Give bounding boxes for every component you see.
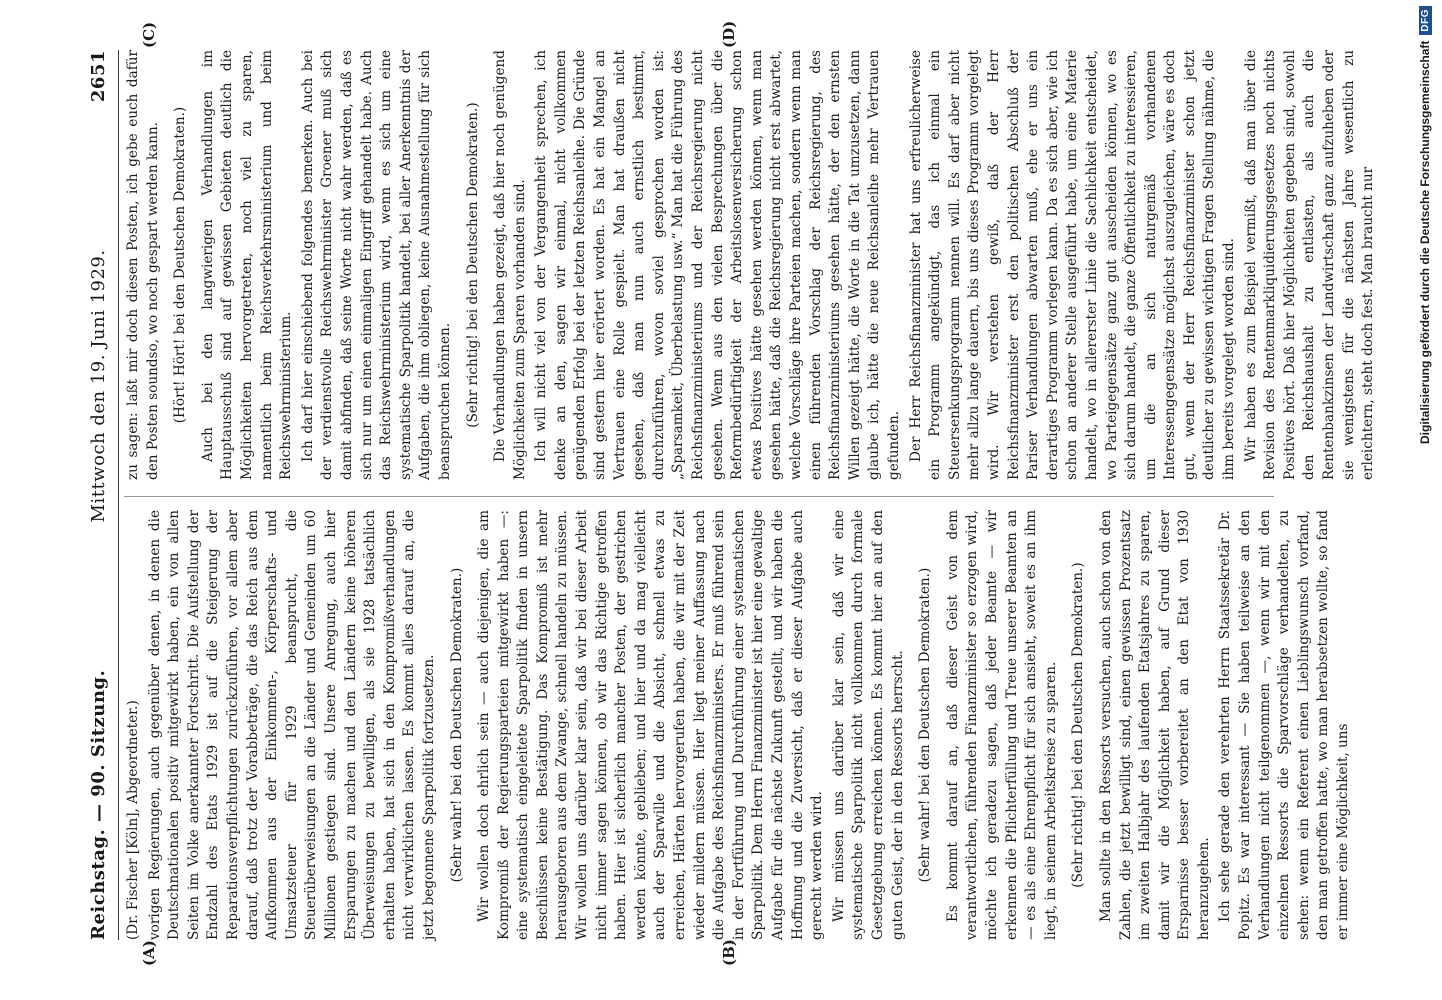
paragraph: Ich will nicht viel von der Vergangenheit sprechen, ich denke an den, sagen wir einmal, nicht vollkommen genügenden Erfolg bei der letzten Reichsanleihe. Die Gründe sind gestern hier erörtert worden. Es hat ein Mangel an Vertrauen eine Rolle gespielt. Man hat draußen nicht gesehen, daß man nun auch ernstlich bestimmt, durchzuführen, wovon soviel gesprochen worden ist: „Sparsamkeit, Überbelastung usw.“ Man hat die Führung des Reichsfinanzministeriums und der Reichsregierung nicht gesehen. Wenn aus den vielen Besprechungen über die Reformbedürftigkeit der Arbeitslosenversicherung schon etwas Positives hätte gesehen werden können, wenn man gesehen hätte, daß die Reichsregierung nicht erst abwartet, welche Vorschläge ihre Parteien machen, sondern wenn man einen führenden Vorschlag der Reichsregierung, des Reichsfinanzministeriums gesehen hätte, der den ernsten Willen gezeigt hätte, die Worte in die Tat umzusetzen, dann glaube ich, hätte die neue Reichsanleihe mehr Vertrauen gefunden. — [533, 50, 902, 480]
paragraph: Wir müssen uns darüber klar sein, daß wir eine systematische Sparpolitik nicht vollkommen durch formale Gesetzgebung erreichen können. Es kommt hier an auf den guten Geist, der in den Ressorts herrscht. — [830, 510, 906, 940]
page-header — [88, 50, 114, 940]
interjection: (Sehr wahr! bei den Deutschen Demokraten.) — [917, 567, 934, 883]
digitization-credit — [1400, 0, 1434, 1000]
paragraph: (Dr. Fischer [Köln], Abgeordneter.) — [125, 700, 141, 940]
interjection: (Sehr wahr! bei den Deutschen Demokraten.) — [448, 567, 465, 883]
paragraph: Ich darf hier einschiebend folgendes bemerken. Auch bei der verdienstvolle Reichswehrminister Groener muß sich damit abfinden, daß seine Worte nicht wahr werden, daß es sich nur um einen einmaligen Eingriff gehandelt habe. Auch das Reichswehrministerium wird, wenn es sich um eine systematische Sparpolitik handelt, bei aller Anerkenntnis der Aufgaben, die ihm obliegen, keine Ausnahmestellung für sich beanspruchen können. — [299, 50, 453, 480]
header-date: Mittwoch den 19. Juni 1929. — [88, 249, 109, 523]
paragraph: vorigen Regierungen, auch gegenüber denen, in denen die Deutschnationalen positiv mitgewirkt haben, ein von allen Seiten im Volke anerkannter Fortschritt. Die Aufstellung der Endzahl des Etats 1929 ist auf die Steigerung der Reparationsverpflichtungen zurückzuführen, vor allem aber darauf, daß trotz der Vorabbeträge, die das Reich aus dem Aufkommen aus der Einkommen-, Körperschafts- und Umsatzsteuer für 1929 beansprucht, die Steuerüberweisungen an die Länder und Gemeinden um 60 Millionen gestiegen sind. Unsere Anregung, auch hier Ersparungen zu machen und den Ländern keine höheren Überweisungen zu bewilligen, als sie 1928 tatsächlich erhalten haben, hat sich in den Kompromißverhandlungen nicht verwirklichen lassen. Es kommt alles darauf an, die jetzt begonnene Sparpolitik fortzusetzen. — [146, 510, 437, 940]
interjection: (Hört! Hört! bei den Deutschen Demokraten.) — [172, 106, 189, 424]
paragraph: Ich sehe gerade den verehrten Herrn Staatssekretär Dr. Popitz. Es war interessant — Sie haben teilweise an den Verhandlungen nicht teilgenommen —, wenn wir mit den einzelnen Ressorts die Sparvorschläge verhandelten, zu sehen: wenn ein Referent einen Lieblingswunsch vorfand, den man getroffen hatte, wo man herabsetzen wollte, so fand er immer eine Möglichkeit, uns — [1217, 510, 1352, 940]
left-column — [124, 510, 1352, 940]
paragraph: Wir haben es zum Beispiel vermißt, daß man über die Revision des Rentenmarkliquidierungsgesetzes noch nichts Positives hört. Daß hier Möglichkeiten gegeben sind, sowohl den Reichshaushalt zu entlasten, als auch die Rentenbankzinsen der Landwirtschaft ganz aufzuheben oder sie wenigstens für die nächsten Jahre wesentlich zu erleichtern, steht doch fest. Man braucht nur — [1242, 50, 1377, 480]
paragraph: Man sollte in den Ressorts versuchen, auch schon von den Zahlen, die jetzt bewilligt sind, einen gewissen Prozentsatz im zweiten Halbjahr des laufenden Etatsjahres zu sparen, damit wir die Möglichkeit haben, auf Grund dieser Ersparnisse besser vorbereitet an den Etat von 1930 heranzugehen. — [1097, 510, 1212, 940]
paragraph: Es kommt darauf an, daß dieser Geist von dem verantwortlichen, führenden Finanzminister so erzogen wird, möchte ich geradezu sagen, daß jeder Beamte — wir erkennen die Pflichterfüllung und Treue unserer Beamten an — es als eine Ehrenpflicht für sich ansieht, soweit es an ihm liegt, in seinem Arbeitskreise zu sparen. — [944, 510, 1059, 940]
margin-marker-b: (B) — [720, 939, 738, 966]
column-divider — [124, 496, 1274, 497]
margin-marker-d: (D) — [720, 20, 738, 48]
header-session: Reichstag. — 90. Sitzung. — [88, 669, 109, 940]
paragraph: zu sagen: laßt mir doch diesen Posten, ich gebe euch dafür den Posten soundso, wo noch gespart werden kann. — [125, 50, 161, 480]
paragraph: Wir wollen doch ehrlich sein — auch diejenigen, die am Kompromiß der Regierungsparteien mitgewirkt haben —: eine systematisch eingeleitete Sparpolitik finden in unsern Beschlüssen keine Bestätigung. Das Kompromiß ist mehr herausgeboren aus dem Zwange, schnell handeln zu müssen. Wir wollen uns darüber klar sein, daß wir bei dieser Arbeit nicht immer sagen können, ob wir das Richtige getroffen haben. Hier ist sicherlich mancher Posten, der gestrichen werden könnte, geblieben; und hier und da mag vielleicht auch der Sparwille und die Absicht, schnell etwas zu erreichen, Härten hervorgerufen haben, die wir mit der Zeit wieder mildern müssen. Hier liegt meiner Auffassung nach die Aufgabe des Reichsfinanzministers. Er muß führend sein in der Fortführung und Durchführung einer systematischen Sparpolitik. Dem Herrn Finanzminister ist hier eine gewaltige Aufgabe für die nächste Zukunft gestellt, und wir haben die Hoffnung und die Zuversicht, daß er dieser Aufgabe auch gerecht werden wird. — [476, 510, 826, 940]
paragraph: Auch bei den langwierigen Verhandlungen im Hauptausschuß sind auf gewissen Gebieten deutlich die Möglichkeiten hervorgetreten, noch viel zu sparen, namentlich beim Reichsverkehrsministerium und beim Reichswehrministerium. — [199, 50, 295, 480]
dfg-logo: DFG — [1419, 6, 1432, 35]
margin-marker-a: (A) — [140, 940, 158, 966]
interjection: (Sehr richtig! bei den Deutschen Demokraten.) — [1070, 562, 1087, 888]
margin-marker-c: (C) — [140, 21, 158, 48]
right-column — [124, 50, 1377, 480]
header-rule — [118, 50, 119, 940]
credit-text: Digitalisierung gefördert durch die Deutsche Forschungsgemeinschaft — [1418, 40, 1432, 445]
paragraph: Die Verhandlungen haben gezeigt, daß hier noch genügend Möglichkeiten zum Sparen vorhanden sind. — [492, 50, 528, 480]
interjection: (Sehr richtig! bei den Deutschen Demokraten.) — [464, 102, 481, 428]
paragraph: Der Herr Reichsfinanzminister hat uns erfreulicherweise ein Programm angekündigt, das ich einmal ein Steuersenkungsprogramm nennen will. Es darf aber nicht mehr allzu lange dauern, bis uns dieses Programm vorgelegt wird. Wir verstehen gewiß, daß der Herr Reichsfinanzminister erst den politischen Abschluß der Pariser Verhandlungen abwarten muß, ehe er uns ein derartiges Programm vorlegen kann. Da es sich aber, wie ich schon an anderer Stelle ausgeführt habe, um eine Materie handelt, wo in allererster Linie die Sachlichkeit entscheidet, wo Parteigegensätze ganz gut ausscheiden können, wo es sich darum handelt, die ganze Öffentlichkeit zu interessieren, um die an sich naturgemäß vorhandenen Interessengegensätze möglichst auszugleichen, wäre es doch gut, wenn der Herr Reichsfinanzminister schon jetzt deutlicher zu gewissen wichtigen Fragen Stellung nähme, die ihm bereits vorgelegt worden sind. — [907, 50, 1238, 480]
page-number: 2651 — [88, 50, 109, 103]
